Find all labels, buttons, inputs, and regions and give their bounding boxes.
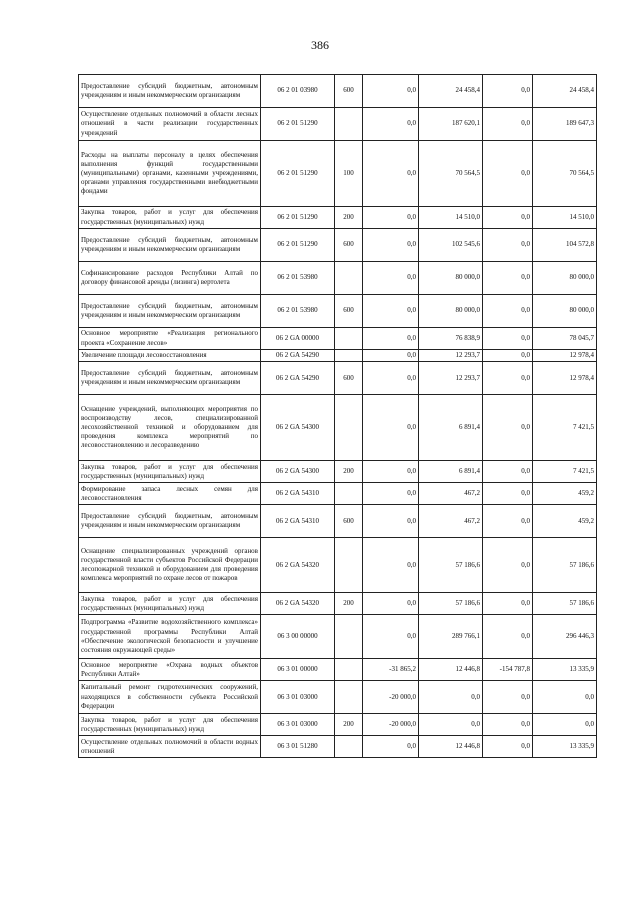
row-name: Предоставление субсидий бюджетным, автономным учреждениям и иным некоммерческим организациям	[79, 295, 261, 328]
row-name: Софинансирование расходов Республики Алтай по договору финансовой аренды (лизинга) вертолета	[79, 262, 261, 295]
row-value-2: 76 838,9	[419, 328, 483, 350]
row-value-3: 0,0	[483, 593, 533, 615]
row-name: Расходы на выплаты персоналу в целях обеспечения выполнения функций государственными (муниципальными) органами, казенными учреждениями, органами управления государственными внебюджетными фондами	[79, 141, 261, 207]
row-value-4: 24 458,4	[533, 75, 597, 108]
row-code: 06 3 01 03000	[261, 714, 335, 736]
row-value-4: 12 978,4	[533, 362, 597, 395]
table-row	[79, 714, 597, 736]
row-value-2: 24 458,4	[419, 75, 483, 108]
table-row	[79, 593, 597, 615]
row-value-2: 102 545,6	[419, 229, 483, 262]
table-row	[79, 229, 597, 262]
row-value-4: 14 510,0	[533, 207, 597, 229]
row-value-2: 12 446,8	[419, 736, 483, 758]
row-value-1: 0,0	[363, 483, 419, 505]
row-value-1: 0,0	[363, 505, 419, 538]
row-value-1: 0,0	[363, 207, 419, 229]
row-value-1: 0,0	[363, 395, 419, 461]
row-code: 06 3 00 00000	[261, 615, 335, 659]
row-expense-type: 600	[335, 295, 363, 328]
row-value-2: 80 000,0	[419, 295, 483, 328]
row-code: 06 2 GA 54320	[261, 593, 335, 615]
table-row	[79, 681, 597, 714]
row-name: Основное мероприятие «Реализация регионального проекта «Сохранение лесов»	[79, 328, 261, 350]
row-value-1: 0,0	[363, 362, 419, 395]
row-name: Закупка товаров, работ и услуг для обеспечения государственных (муниципальных) нужд	[79, 714, 261, 736]
row-code: 06 2 01 03980	[261, 75, 335, 108]
row-value-4: 189 647,3	[533, 108, 597, 141]
row-expense-type: 600	[335, 362, 363, 395]
row-code: 06 2 01 53980	[261, 295, 335, 328]
table-row	[79, 207, 597, 229]
row-value-1: 0,0	[363, 229, 419, 262]
row-code: 06 2 GA 54290	[261, 350, 335, 362]
table-row	[79, 736, 597, 758]
row-value-3: 0,0	[483, 681, 533, 714]
row-value-3: 0,0	[483, 362, 533, 395]
row-code: 06 2 01 51290	[261, 229, 335, 262]
row-value-1: 0,0	[363, 615, 419, 659]
row-value-4: 78 045,7	[533, 328, 597, 350]
row-expense-type	[335, 108, 363, 141]
row-name: Формирование запаса лесных семян для лесовосстановления	[79, 483, 261, 505]
row-value-1: 0,0	[363, 262, 419, 295]
row-value-3: 0,0	[483, 615, 533, 659]
row-value-4: 0,0	[533, 714, 597, 736]
budget-table-body	[79, 75, 597, 758]
row-expense-type	[335, 350, 363, 362]
row-value-3: 0,0	[483, 538, 533, 593]
row-value-2: 12 293,7	[419, 350, 483, 362]
row-code: 06 2 GA 54310	[261, 505, 335, 538]
row-value-4: 104 572,8	[533, 229, 597, 262]
row-code: 06 2 GA 54300	[261, 395, 335, 461]
row-value-3: 0,0	[483, 714, 533, 736]
row-expense-type	[335, 615, 363, 659]
row-expense-type: 200	[335, 714, 363, 736]
row-expense-type: 600	[335, 505, 363, 538]
table-row	[79, 538, 597, 593]
row-value-4: 13 335,9	[533, 659, 597, 681]
row-name: Предоставление субсидий бюджетным, автономным учреждениям и иным некоммерческим организациям	[79, 229, 261, 262]
table-row	[79, 461, 597, 483]
row-value-2: 467,2	[419, 505, 483, 538]
row-expense-type	[335, 736, 363, 758]
row-value-1: 0,0	[363, 538, 419, 593]
row-value-1: -31 865,2	[363, 659, 419, 681]
row-code: 06 2 01 51290	[261, 108, 335, 141]
row-value-4: 7 421,5	[533, 395, 597, 461]
row-value-4: 70 564,5	[533, 141, 597, 207]
row-value-1: 0,0	[363, 350, 419, 362]
row-value-3: 0,0	[483, 262, 533, 295]
row-value-2: 80 000,0	[419, 262, 483, 295]
row-value-3: 0,0	[483, 295, 533, 328]
row-expense-type	[335, 681, 363, 714]
row-expense-type: 600	[335, 75, 363, 108]
table-row	[79, 75, 597, 108]
row-value-4: 80 000,0	[533, 262, 597, 295]
table-row	[79, 395, 597, 461]
row-name: Капитальный ремонт гидротехнических сооружений, находящихся в собственности субъекта Российской Федерации	[79, 681, 261, 714]
table-row	[79, 328, 597, 350]
row-name: Подпрограмма «Развитие водохозяйственного комплекса» государственной программы Республики Алтай «Обеспечение экологической безопасности и улучшение состояния окружающей среды»	[79, 615, 261, 659]
row-name: Осуществление отдельных полномочий в области лесных отношений в части реализации государственных учреждений	[79, 108, 261, 141]
row-value-1: 0,0	[363, 141, 419, 207]
row-code: 06 2 GA 00000	[261, 328, 335, 350]
row-expense-type: 200	[335, 461, 363, 483]
row-value-3: 0,0	[483, 229, 533, 262]
row-value-1: 0,0	[363, 328, 419, 350]
row-value-3: 0,0	[483, 461, 533, 483]
table-row	[79, 108, 597, 141]
table-row	[79, 659, 597, 681]
row-value-3: 0,0	[483, 395, 533, 461]
row-value-4: 13 335,9	[533, 736, 597, 758]
row-expense-type: 200	[335, 593, 363, 615]
row-value-3: 0,0	[483, 328, 533, 350]
row-value-2: 289 766,1	[419, 615, 483, 659]
row-code: 06 2 GA 54320	[261, 538, 335, 593]
row-value-2: 6 891,4	[419, 395, 483, 461]
row-code: 06 2 01 53980	[261, 262, 335, 295]
row-expense-type	[335, 538, 363, 593]
row-value-3: 0,0	[483, 350, 533, 362]
table-row	[79, 295, 597, 328]
table-row	[79, 505, 597, 538]
row-expense-type: 100	[335, 141, 363, 207]
table-row	[79, 141, 597, 207]
row-name: Закупка товаров, работ и услуг для обеспечения государственных (муниципальных) нужд	[79, 461, 261, 483]
row-value-4: 7 421,5	[533, 461, 597, 483]
row-value-4: 80 000,0	[533, 295, 597, 328]
row-value-1: -20 000,0	[363, 714, 419, 736]
row-value-4: 459,2	[533, 505, 597, 538]
row-value-4: 57 186,6	[533, 593, 597, 615]
row-name: Предоставление субсидий бюджетным, автономным учреждениям и иным некоммерческим организациям	[79, 362, 261, 395]
row-value-2: 14 510,0	[419, 207, 483, 229]
row-value-1: 0,0	[363, 108, 419, 141]
row-code: 06 2 01 51290	[261, 141, 335, 207]
row-value-4: 12 978,4	[533, 350, 597, 362]
row-value-4: 0,0	[533, 681, 597, 714]
row-code: 06 3 01 00000	[261, 659, 335, 681]
row-value-2: 12 293,7	[419, 362, 483, 395]
row-value-1: 0,0	[363, 461, 419, 483]
row-name: Предоставление субсидий бюджетным, автономным учреждениям и иным некоммерческим организациям	[79, 75, 261, 108]
row-value-2: 187 620,1	[419, 108, 483, 141]
row-expense-type	[335, 659, 363, 681]
table-row	[79, 615, 597, 659]
row-value-3: 0,0	[483, 736, 533, 758]
row-value-1: 0,0	[363, 295, 419, 328]
row-value-3: 0,0	[483, 75, 533, 108]
row-value-3: 0,0	[483, 141, 533, 207]
budget-table	[78, 74, 597, 758]
row-value-2: 70 564,5	[419, 141, 483, 207]
row-name: Увеличение площади лесовосстановления	[79, 350, 261, 362]
row-value-2: 0,0	[419, 681, 483, 714]
table-row	[79, 350, 597, 362]
row-value-4: 296 446,3	[533, 615, 597, 659]
row-code: 06 3 01 51280	[261, 736, 335, 758]
row-value-2: 6 891,4	[419, 461, 483, 483]
row-value-3: -154 787,8	[483, 659, 533, 681]
row-value-1: 0,0	[363, 736, 419, 758]
row-value-2: 57 186,6	[419, 538, 483, 593]
row-value-3: 0,0	[483, 505, 533, 538]
row-name: Оснащение специализированных учреждений органов государственной власти субъектов Российской Федерации лесопожарной техникой и оборудованием для проведения комплекса мероприятий по охране лесов от пожаров	[79, 538, 261, 593]
row-name: Закупка товаров, работ и услуг для обеспечения государственных (муниципальных) нужд	[79, 207, 261, 229]
row-name: Закупка товаров, работ и услуг для обеспечения государственных (муниципальных) нужд	[79, 593, 261, 615]
row-name: Предоставление субсидий бюджетным, автономным учреждениям и иным некоммерческим организациям	[79, 505, 261, 538]
table-row	[79, 362, 597, 395]
row-value-2: 57 186,6	[419, 593, 483, 615]
row-code: 06 2 GA 54290	[261, 362, 335, 395]
row-value-2: 12 446,8	[419, 659, 483, 681]
row-value-2: 467,2	[419, 483, 483, 505]
row-expense-type: 200	[335, 207, 363, 229]
row-expense-type: 600	[335, 229, 363, 262]
row-expense-type	[335, 483, 363, 505]
row-name: Осуществление отдельных полномочий в области водных отношений	[79, 736, 261, 758]
row-code: 06 3 01 03000	[261, 681, 335, 714]
row-expense-type	[335, 328, 363, 350]
row-name: Основное мероприятие «Охрана водных объектов Республики Алтай»	[79, 659, 261, 681]
row-value-1: -20 000,0	[363, 681, 419, 714]
row-expense-type	[335, 262, 363, 295]
row-value-4: 57 186,6	[533, 538, 597, 593]
row-code: 06 2 GA 54300	[261, 461, 335, 483]
row-value-4: 459,2	[533, 483, 597, 505]
row-name: Оснащение учреждений, выполняющих мероприятия по воспроизводству лесов, специализированной лесохозяйственной техникой и оборудованием для проведения комплекса мероприятий по лесовосстановлению и лесоразведению	[79, 395, 261, 461]
row-expense-type	[335, 395, 363, 461]
row-value-3: 0,0	[483, 207, 533, 229]
row-value-1: 0,0	[363, 75, 419, 108]
row-code: 06 2 01 51290	[261, 207, 335, 229]
row-code: 06 2 GA 54310	[261, 483, 335, 505]
table-row	[79, 483, 597, 505]
row-value-1: 0,0	[363, 593, 419, 615]
row-value-3: 0,0	[483, 108, 533, 141]
table-row	[79, 262, 597, 295]
page-number: 386	[311, 38, 329, 52]
row-value-2: 0,0	[419, 714, 483, 736]
row-value-3: 0,0	[483, 483, 533, 505]
